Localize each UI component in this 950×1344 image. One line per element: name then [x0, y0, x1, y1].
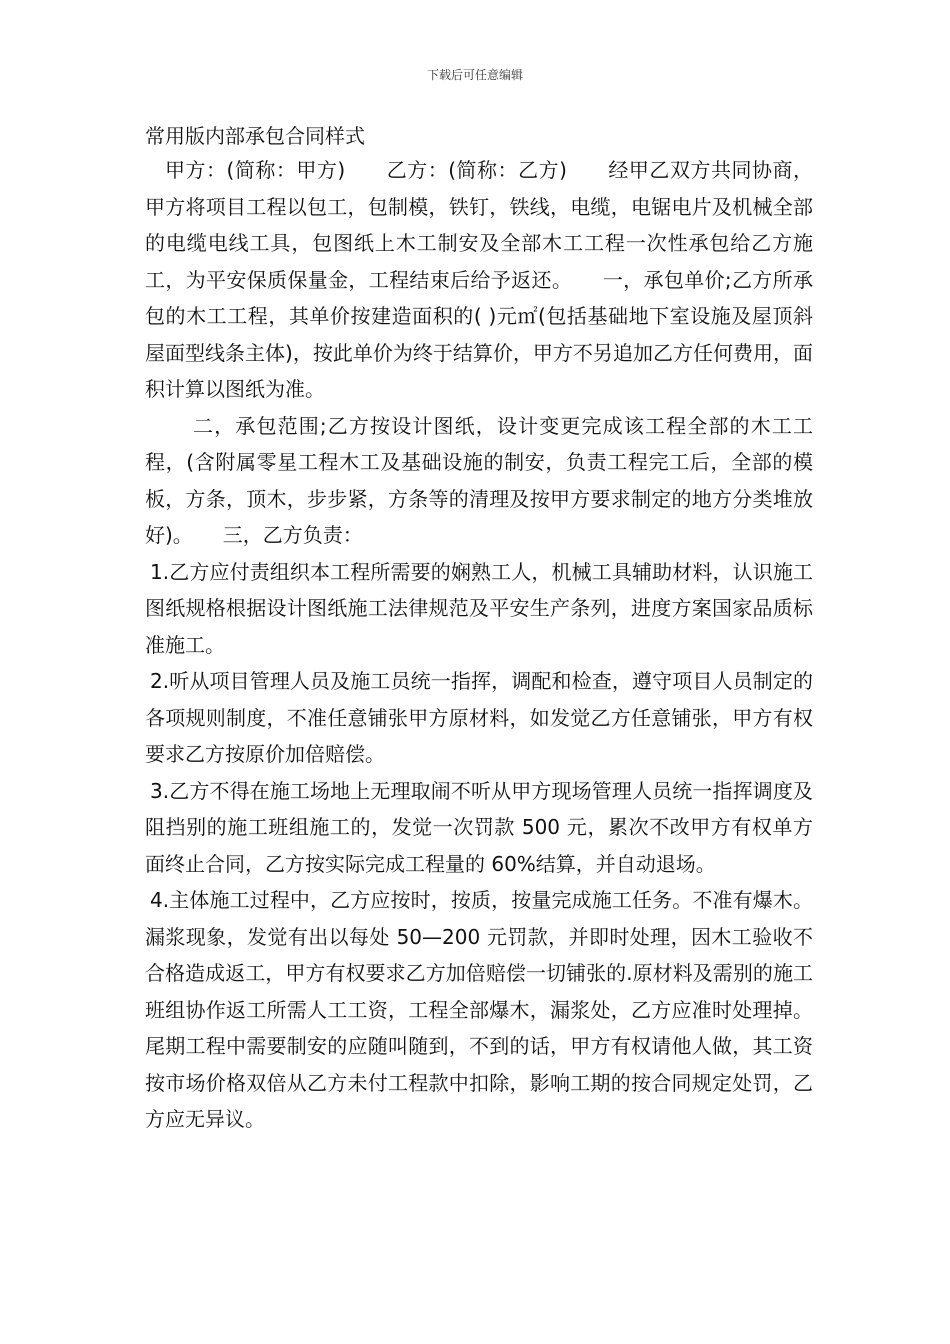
paragraph-clause-4: 4.主体施工过程中，乙方应按时，按质，按量完成施工任务。不准有爆木。漏浆现象，发觉有出以每处 50—200 元罚款，并即时处理，因木工验收不合格造成返工，甲方有权要求乙方加倍赔偿一切铺张的.原材料及需别的施工班组协作返工所需人工工资，工程全部爆木，漏浆处，乙方应准时处理掉。尾期工程中需要制安的应随叫随到，不到的话，甲方有权请他人做，其工资按市场价格双倍从乙方未付工程款中扣除，影响工期的按合同规定处罚，乙方应无异议。: [145, 888, 813, 1131]
document-body: [145, 152, 813, 1138]
page-header-note: 下载后可任意编辑: [426, 68, 523, 82]
paragraph-clause-1: 1.乙方应付责组织本工程所需要的娴熟工人，机械工具辅助材料，认识施工图纸规格根据设计图纸施工法律规范及平安生产条列，进度方案国家品质标准施工。: [145, 559, 813, 657]
paragraph-clause-3: 3.乙方不得在施工场地上无理取闹不听从甲方现场管理人员统一指挥调度及阻挡别的施工班组施工的，发觉一次罚款 500 元，累次不改甲方有权单方面终止合同，乙方按实际完成工程量的 60%结算，并自动退场。: [145, 778, 813, 876]
paragraph-preamble: 甲方：(简称：甲方) 乙方：(简称：乙方) 经甲乙双方共同协商，甲方将项目工程以包工，包制模，铁钉，铁线，电缆，电锯电片及机械全部的电缆电线工具，包图纸上木工制安及全部木工工程一次性承包给乙方施工，为平安保质保量金，工程结束后给予返还。 一，承包单价;乙方所承包的木工工程，其单价按建造面积的( )元㎡(包括基础地下室设施及屋顶斜屋面型线条主体)，按此单价为终于结算价，甲方不另追加乙方任何费用，面积计算以图纸为准。: [145, 158, 813, 401]
paragraph-clause-2: 2.听从项目管理人员及施工员统一指挥，调配和检查，遵守项目人员制定的各项规则制度，不准任意铺张甲方原材料，如发觉乙方任意铺张，甲方有权要求乙方按原价加倍赔偿。: [145, 669, 813, 766]
document-title: 常用版内部承包合同样式: [145, 124, 365, 148]
paragraph-scope: 二，承包范围;乙方按设计图纸，设计变更完成该工程全部的木工工程，(含附属零星工程木工及基础设施的制安，负责工程完工后，全部的模板，方条，顶木，步步紧，方条等的清理及按甲方要求制定的地方分类堆放好)。 三，乙方负责：: [145, 413, 813, 547]
